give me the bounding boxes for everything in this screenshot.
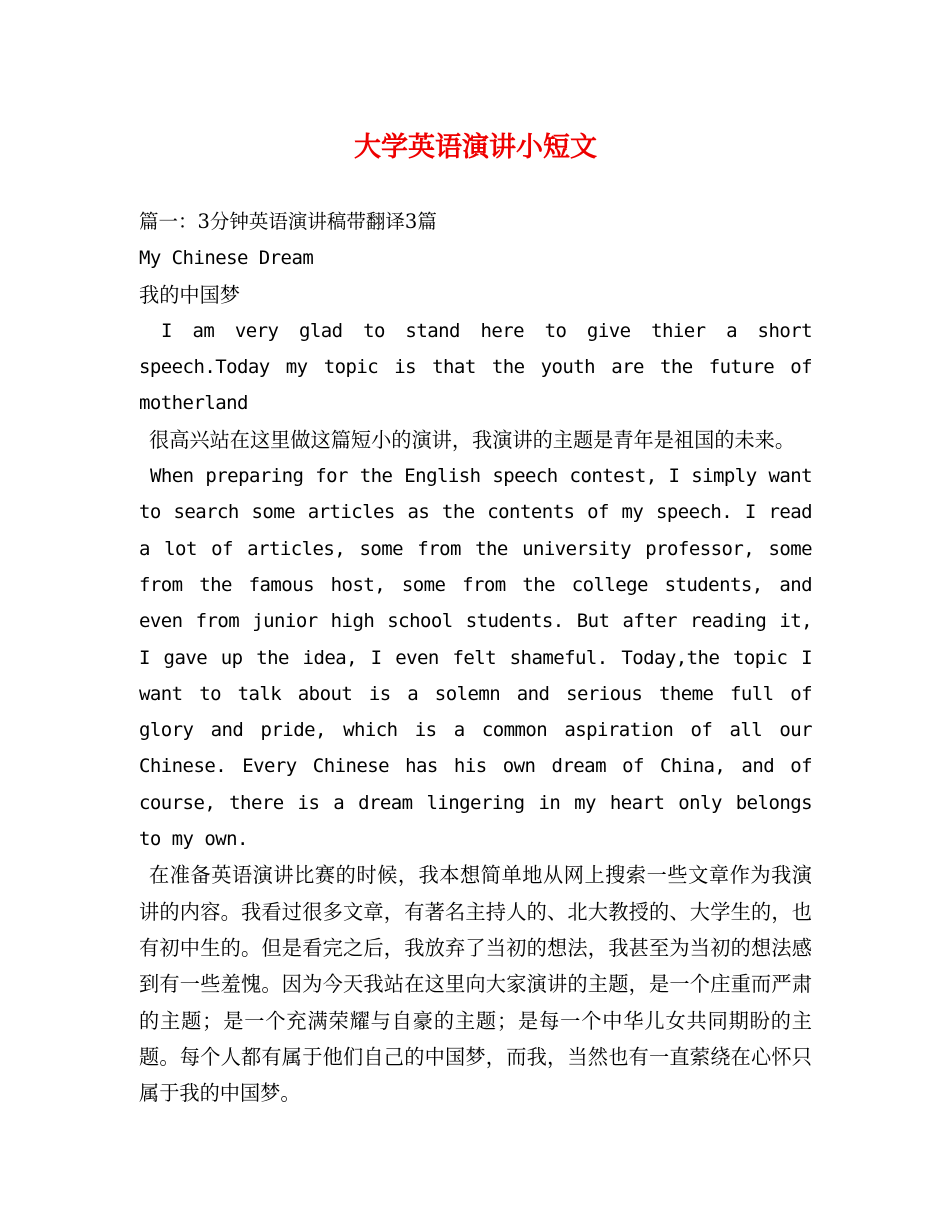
paragraph-2-cn: 在准备英语演讲比赛的时候，我本想简单地从网上搜索一些文章作为我演讲的内容。我看过很多文章，有著名主持人的、北大教授的、大学生的，也有初中生的。但是看完之后，我放弃了当初的想法，我甚至为当初的想法感到有一些羞愧。因为今天我站在这里向大家演讲的主题，是一个庄重而严肃的主题；是一个充满荣耀与自豪的主题；是每一个中华儿女共同期盼的主题。每个人都有属于他们自己的中国梦，而我，当然也有一直萦绕在心怀只属于我的中国梦。 (139, 863, 812, 1106)
paragraph-1-cn: 很高兴站在这里做这篇短小的演讲，我演讲的主题是青年是祖国的未来。 (149, 427, 796, 452)
paragraph-1-en: I am very glad to stand here to give thier a short speech.Today my topic is that the youth are the future of motherland (139, 319, 812, 415)
speech-title-en: My Chinese Dream (139, 247, 314, 270)
section-heading: 篇一：3分钟英语演讲稿带翻译3篇 (139, 210, 437, 233)
speech-title-cn: 我的中国梦 (139, 282, 240, 307)
document-title: 大学英语演讲小短文 (354, 132, 597, 163)
paragraph-2-en: When preparing for the English speech contest, I simply want to search some articles as the contents of my speech. I read a lot of articles, some from the university professor, some from the famous host, some from the college students, and even from junior high school students. But after reading it, I gave up the idea, I even felt shameful. Today,the topic I want to talk about is a solemn and serious theme full of glory and pride, which is a common aspiration of all our Chinese. Every Chinese has his own dream of China, and of course, there is a dream lingering in my heart only belongs to my own. (139, 465, 812, 851)
document-body (139, 204, 812, 1111)
document-page (139, 0, 812, 1230)
